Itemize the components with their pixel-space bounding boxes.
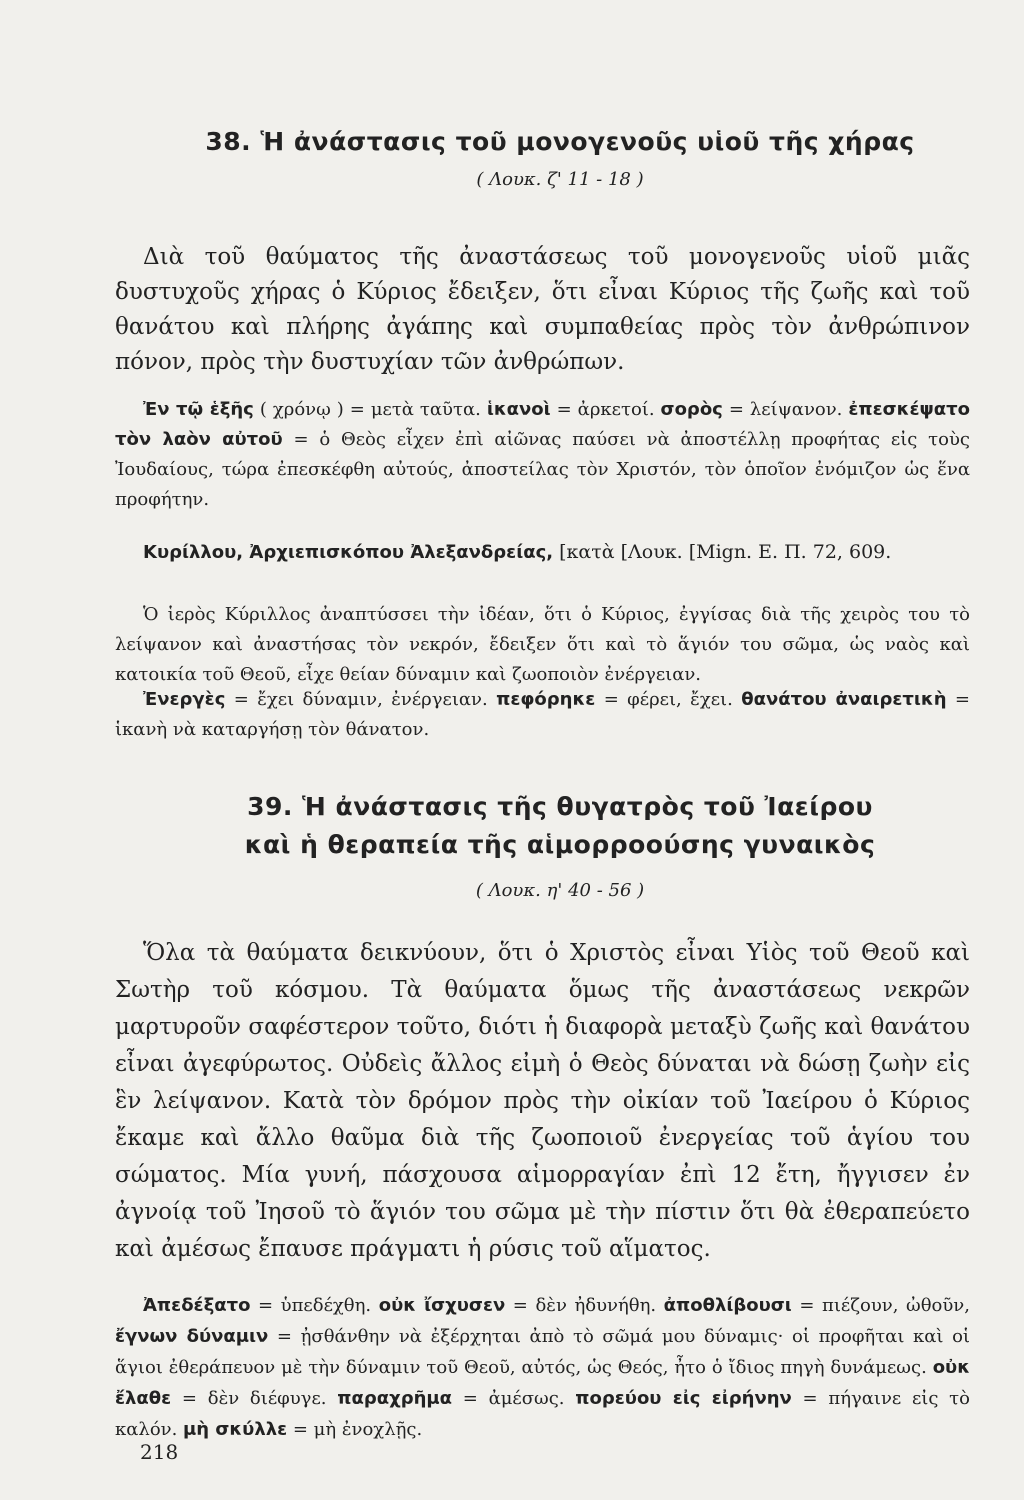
term: θανάτου ἀναιρετικὴ [741,689,947,710]
definition: = μὴ ἐνοχλῇς. [287,1419,423,1440]
term: πορεύου εἰς εἰρήνην [575,1388,792,1409]
term: Ἀπεδέξατο [143,1295,251,1316]
term: ἐπεσκέψατο τὸν λαὸν αὐτοῦ [115,399,971,450]
term: Ἐνεργὲς [143,689,226,710]
definition: = δὲν διέφυγε. [171,1388,338,1409]
section-39-title-line-2: καὶ ἡ θεραπεία τῆς αἱμορροούσης γυναικὸς [244,830,876,859]
section-39-notes [115,1290,970,1445]
term: Ἐν τῷ ἑξῆς [143,399,254,420]
section-39-paragraph: Ὅλα τὰ θαύματα δεικνύουν, ὅτι ὁ Χριστὸς εἶναι Υἱὸς τοῦ Θεοῦ καὶ Σωτὴρ τοῦ κόσμου. Τὰ θαύματα ὅμως τῆς ἀναστάσεως νεκρῶν μαρτυροῦν σαφέστερον τοῦτο, διότι ἡ διαφορὰ μεταξὺ ζωῆς καὶ θανάτου εἶναι ἀγεφύρωτος. Οὐδεὶς ἄλλος εἰμὴ ὁ Θεὸς δύναται νὰ δώσῃ ζωὴν εἰς ἓν λείψανον. Κατὰ τὸν δρόμον πρὸς τὴν οἰκίαν τοῦ Ἰαείρου ὁ Κύριος ἔκαμε καὶ ἄλλο θαῦμα διὰ τῆς ζωοποιοῦ ἐνεργείας τοῦ ἁγίου του σώματος. Μία γυνή, πάσχουσα αἱμορραγίαν ἐπὶ 12 ἔτη, ἤγγισεν ἐν ἀγνοίᾳ τοῦ Ἰησοῦ τὸ ἅγιόν του σῶμα μὲ τὴν πίστιν ὅτι θὰ ἐθεραπεύετο καὶ ἀμέσως ἔπαυσε πράγματι ἡ ρύσις τοῦ αἵματος. [115,940,970,1262]
section-38 [140,125,980,190]
term: ἱκανοὶ [486,399,551,420]
citation-source: [κατὰ [Λουκ. [Mign. Ε. Π. 72, 609. [553,541,892,563]
definition: = φέρει, ἔχει. [595,689,742,710]
definition: = ἔχει δύναμιν, ἐνέργειαν. [225,689,497,710]
term: πεφόρηκε [496,689,596,710]
definition: = ἱκανὴ νὰ καταργήσῃ τὸν θάνατον. [115,689,970,740]
term: παραχρῆμα [337,1388,453,1409]
definition: = δὲν ἠδυνήθη. [505,1295,664,1316]
cyril-commentary: Ὁ ἱερὸς Κύριλλος ἀναπτύσσει τὴν ἰδέαν, ὅτι ὁ Κύριος, ἐγγίσας διὰ τῆς χειρὸς του τὸ λείψανον καὶ ἀναστήσας τὸν νεκρόν, ἔδειξεν ὅτι καὶ τὸ ἅγιόν του σῶμα, ὡς ναὸς καὶ κατοικία τοῦ Θεοῦ, εἶχε θείαν δύναμιν καὶ ζωοποιὸν ἐνέργειαν. [115,604,970,685]
term: οὐκ ἴσχυσεν [378,1295,506,1316]
definition: = πήγαινε εἰς τὸ καλόν. [115,1388,970,1440]
section-39 [140,790,980,901]
section-39-title-line-1: 39. Ἡ ἀνάστασις τῆς θυγατρὸς τοῦ Ἰαείρου [247,792,873,821]
section-38-reference: ( Λουκ. ζ' 11 - 18 ) [476,169,644,190]
section-38-paragraph: Διὰ τοῦ θαύματος τῆς ἀναστάσεως τοῦ μονογενοῦς υἱοῦ μιᾶς δυστυχοῦς χήρας ὁ Κύριος ἔδειξεν, ὅτι εἶναι Κύριος τῆς ζωῆς καὶ τοῦ θανάτου καὶ πλήρης ἀγάπης καὶ συμπαθείας πρὸς τὸν ἀνθρώπινον πόνον, πρὸς τὴν δυστυχίαν τῶν ἀνθρώπων. [115,244,970,375]
definition: = πιέζουν, ὠθοῦν, [791,1295,970,1316]
term: ἀποθλίβουσι [663,1295,792,1316]
term: μὴ σκύλλε [183,1419,288,1440]
section-38-notes [115,395,970,515]
term: οὐκ ἔλαθε [115,1357,970,1409]
page-number: 218 [140,1440,179,1464]
term: ἔγνων δύναμιν [115,1326,269,1347]
definition: = ὁ Θεὸς εἶχεν ἐπὶ αἰῶνας παύσει νὰ ἀποστέλλῃ προφήτας εἰς τοὺς Ἰουδαίους, τώρα ἐπεσκέφθη αὐτούς, ἀποστείλας τὸν Χριστόν, τὸν ὁποῖον ἐνόμιζον ὡς ἕνα προφήτην. [115,429,970,510]
cyril-notes [115,685,970,745]
definition: = λείψανον. [722,399,849,420]
definition: = ὑπεδέχθη. [250,1295,379,1316]
definition: = ἀρκετοί. [550,399,661,420]
section-39-reference: ( Λουκ. η' 40 - 56 ) [475,880,645,901]
citation-author: Κυρίλλου, Ἀρχιεπισκόπου Ἀλεξανδρείας, [143,542,554,563]
definition: = ἀμέσως. [452,1388,576,1409]
term: σορὸς [660,399,723,420]
definition: = ᾐσθάνθην νὰ ἐξέρχηται ἀπὸ τὸ σῶμά μου δύναμις· οἱ προφῆται καὶ οἱ ἅγιοι ἐθεράπευον μὲ τὴν δύναμιν τοῦ Θεοῦ, αὐτός, ὡς Θεός, ἦτο ὁ ἴδιος πηγὴ δυνάμεως. [115,1326,970,1378]
citation [115,537,970,568]
definition: ( χρόνῳ ) = μετὰ ταῦτα. [253,399,487,420]
section-38-title: 38. Ἡ ἀνάστασις τοῦ μονογενοῦς υἱοῦ τῆς χήρας [205,127,915,156]
